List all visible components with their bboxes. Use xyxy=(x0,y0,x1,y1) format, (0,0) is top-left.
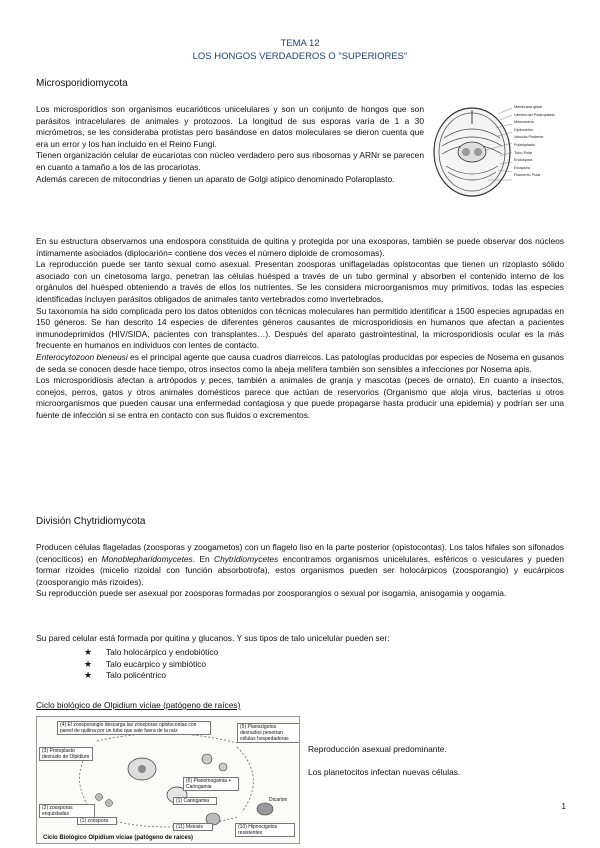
section-heading-microsporidiomycota: Microsporidiomycota xyxy=(36,78,128,89)
paragraph-taxonomy: Su taxonomía ha sido complicada pero los datos obtenidos con técnicas moleculares han permitido identificar a 1500 especies agrupadas en 150 géneros. Se han descrito 14 especies de diferentes géneros causantes de microsporidiosis en humanos que afectan a pacientes inmunodeprimidos (HIV/SIDA, pacientes con transplantes…). Después del aparato gastrointestinal, la microsporidiosis ocular es la más frecuente en humanos en individuos con lentes de contacto. xyxy=(36,305,564,351)
genus-name: Chytridiomycetes xyxy=(214,553,279,564)
spore-label: Membrana glikal xyxy=(514,105,542,109)
cycle-label-step-4: (4) El zoosporangio descarga las zoosporas opistocontas con pared de quitina por un tubo que sale fuera de la raíz xyxy=(57,721,211,735)
cycle-figure-caption: Ciclo Biológico Olpidium viciae (patógeno de raíces) xyxy=(43,835,194,841)
cycle-label-step-2: (2) zoosporas enquistadas xyxy=(39,804,95,818)
cycle-note-planetocytes: Los planetocitos infectan nuevas células. xyxy=(308,767,461,777)
thallus-types-list xyxy=(84,647,218,682)
text-span: . En xyxy=(192,553,215,564)
star-icon: ★ xyxy=(84,670,93,681)
list-item xyxy=(84,647,218,659)
spore-label: Polaroplasto xyxy=(514,142,536,147)
paragraph-structure: En su estructura observamos una endospora constituida de quitina y protegida por una exosporas, también se puede observar dos núcleos íntimamente asociados (diplocarión= contiene dos veces el número diploide de cromosomas). xyxy=(36,236,564,258)
paragraph-text: es el principal agente que causa cuadros diarreicos. Las patologías producidas por especies de Nosema en gusanos de seda se conocen desde hace tiempo, otros insectos como la abeja melífera también son sensibles a infecciones por Nosema apis. xyxy=(36,351,564,374)
cycle-label-zoospore: (1) zoospora xyxy=(77,817,117,825)
page-number: 1 xyxy=(561,802,566,811)
cycle-label-step-11: (11) Meiosis xyxy=(173,823,213,831)
genus-name: Monoblepharidomycetes xyxy=(101,553,193,564)
intro-paragraph-2: Tienen organización celular de eucariotas con núcleo verdadero pero sus ribosomas y ARNr se parecen en cuanto a tamaño a los de las procariotas. xyxy=(36,150,424,172)
cycle-label-step-6: (6) Planomogamia + Cariogamia xyxy=(183,777,239,791)
species-name: Enterocytozoon bieneusi xyxy=(36,351,128,362)
topic-number: TEMA 12 xyxy=(280,38,320,49)
spore-label: Mitocondria xyxy=(514,120,534,125)
list-item xyxy=(84,670,218,682)
paragraph-cell-wall: Su pared celular está formada por quitina y glucanos. Y sus tipos de talo unicelular pueden ser: xyxy=(36,633,390,643)
cycle-label-dicarion: Dicarion xyxy=(269,797,288,803)
spore-label: Tubo Polar xyxy=(514,150,533,155)
olpidium-life-cycle-figure xyxy=(36,716,300,844)
intro-paragraph-1: Los microsporidios son organismos eucarióticos unicelulares y son un conjunto de hongos que son parásitos intracelulares de animales y protozoos. La longitud de sus esporas varía de 1 a 30 micrómetros, se les consideraba protistas pero basándose en datos moleculares se dieron cuenta que era un error y los han incluido en el Reino Fungi. xyxy=(36,104,424,149)
paragraph-enterocytozoon xyxy=(36,352,564,375)
intro-paragraph-3: Además carecen de mitocondrias y tienen un aparato de Golgi atípico denominado Polaroplasto. xyxy=(36,173,395,184)
paragraph-reproduction: La reproducción puede ser tanto sexual como asexual. Presentan zoosporas uniflageladas opistocontas que tienen un rizoplasto sólido asociado con un cinetosoma largo, penetran las células huésped a través de un tubo germinal y absorben el contenido interno de los orgánulos del huésped obteniendo a través de ellos los nutrientes. Se les considera microorganismos muy primitivos, todas las especies identificadas incluyen parásitos obligados de animales tanto vertebrados como invertebrados. xyxy=(36,259,564,304)
spore-label: Diplocarión xyxy=(514,127,533,132)
section-heading-chytridiomycota: División Chytridiomycota xyxy=(36,516,146,527)
microsporidia-spore-diagram xyxy=(428,100,568,200)
intro-block xyxy=(36,104,424,185)
spore-label: Filamento Polar xyxy=(514,173,541,178)
text-span: encontramos organismos unicelulares, esféricos o vesiculares y pueden formar rizoides (micelio rizoidal con función absorbotrofa), estos organismos pueden ser holocárpicos (zoosporangio) y eucárpicos (zoosporangio más rizoides). xyxy=(36,553,564,587)
spore-diagram-labels xyxy=(514,104,568,180)
text-span: Producen células flageladas (zoosporas y zoogametos) con un flagelo liso en la parte posterior (opistocontas). Los talos hifales son sifonados (cenocíticos) en xyxy=(36,542,564,564)
life-cycle-heading: Ciclo biológico de Olpidium viciae (patógeno de raíces) xyxy=(36,700,241,710)
list-item-text: Talo policéntrico xyxy=(106,670,167,681)
paragraph-hosts: Los microsporidiosis afectan a artrópodos y peces, también a animales de granja y mascotas (peces de ornato). En cuanto a insectos, conejos, perros, gatos y otros animales domésticos parece que actúan de reservorios (Organismo que aloja virus, bacterias u otros microorganismos que pueden causar una enfermedad contagiosa y que puede propagarse hasta producir una epidemia) y podrían ser una fuente de infección si se entra en contacto con sus fluidos o excrementos. xyxy=(36,375,564,420)
spore-label: Exospora xyxy=(514,165,531,170)
cycle-label-step-5: (5) Planozigotos desnudos penetran células hospedadoras xyxy=(237,723,300,743)
list-item xyxy=(84,659,218,671)
spore-label: Lamela del Polaroplasto xyxy=(514,112,555,117)
list-item-text: Talo eucárpico y simbiótico xyxy=(106,658,207,669)
cycle-label-step-3: (3) Protoplasto desnudo de Olpidium xyxy=(39,747,93,761)
microsporidia-body xyxy=(36,236,564,422)
chytrid-body xyxy=(36,542,564,600)
list-item-text: Talo holocárpico y endobiótico xyxy=(106,647,219,657)
spore-label: Vacuola Posterior xyxy=(514,135,544,140)
cycle-note-asexual: Reproducción asexual predominante. xyxy=(308,744,447,754)
cycle-label-step-1: (1) Cariogamia xyxy=(173,797,217,805)
paragraph-chytrid-reproduction: Su reproducción puede ser asexual por zoosporas formadas por zoosporangios o sexual por isogamia, anisogamia y oogamia. xyxy=(36,588,507,599)
spore-label: Endospora xyxy=(514,158,533,163)
star-icon: ★ xyxy=(84,658,93,669)
page-title: LOS HONGOS VERDADEROS O "SUPERIORES" xyxy=(192,51,408,62)
star-icon: ★ xyxy=(84,647,93,657)
cycle-label-step-10: (10) Hipnocigotos resistentes xyxy=(235,823,295,837)
paragraph-chytrid-cells xyxy=(36,542,564,588)
